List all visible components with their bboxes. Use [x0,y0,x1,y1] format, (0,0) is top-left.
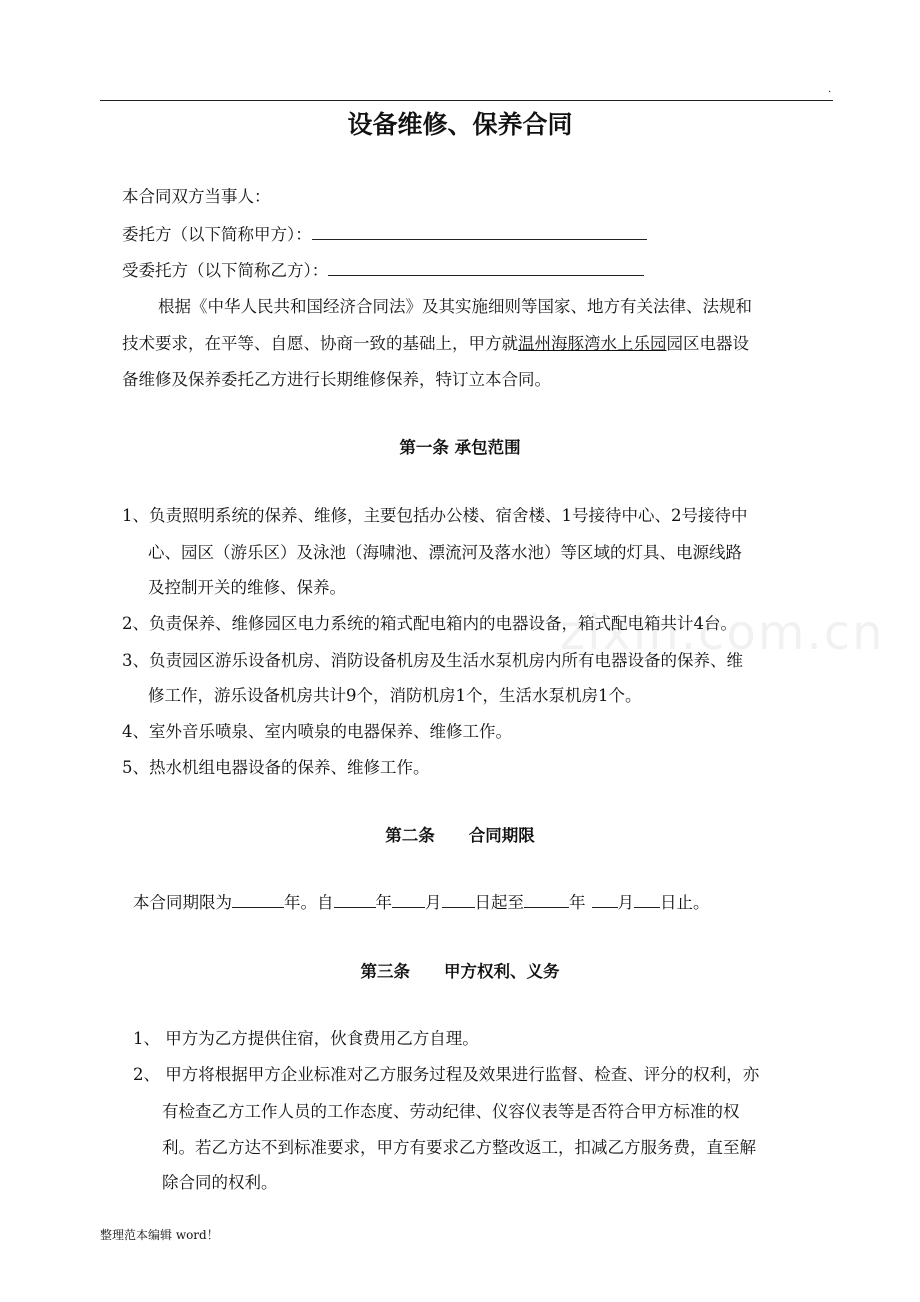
contract-term-line [133,889,710,913]
term-text-7: 月 [617,893,634,912]
document-title: 设备维修、保养合同 [347,110,573,139]
header-rule [100,100,833,101]
preamble-line-3: 备维修及保养委托乙方进行长期维修保养，特订立本合同。 [122,370,551,389]
article-1-num: 第一条 [399,438,449,457]
park-name: 温州海豚湾水上乐园 [518,334,667,353]
article-2-num: 第二条 [385,826,435,845]
article-1-item-1-line-2: 心、园区（游乐区）及泳池（海啸池、漂流河及落水池）等区域的灯具、电源线路 [148,543,742,562]
party-a-label: 委托方（以下简称甲方）： [122,225,312,244]
article-3-num: 第三条 [360,962,410,981]
article-3-item-2-line-2: 有检查乙方工作人员的工作态度、劳动纪律、仪容仪表等是否符合甲方标准的权 [162,1102,740,1121]
term-text-6: 年 [569,893,586,912]
article-3-item-2-line-1: 2、 甲方将根据甲方企业标准对乙方服务过程及效果进行监督、检查、评分的权利，亦 [133,1065,760,1084]
article-1-item-1-line-3: 及控制开关的维修、保养。 [148,578,346,597]
start-day-blank[interactable] [442,893,475,908]
preamble-line-2 [122,330,749,354]
preamble-line-1: 根据《中华人民共和国经济合同法》及其实施细则等国家、地方有关法律、法规和 [158,297,752,316]
article-3-item-2-line-3: 利。若乙方达不到标准要求，甲方有要求乙方整改返工，扣减乙方服务费，直至解 [162,1138,756,1157]
party-b-blank[interactable] [328,261,644,276]
article-3-heading [0,958,920,982]
article-1-item-4: 4、室外音乐喷泉、室内喷泉的电器保养、维修工作。 [122,722,512,741]
article-1-item-1-line-1: 1、负责照明系统的保养、维修，主要包括办公楼、宿舍楼、1号接待中心、2号接待中 [122,506,748,525]
article-3-item-2-line-4: 除合同的权利。 [162,1173,278,1192]
article-1-item-3-line-1: 3、负责园区游乐设备机房、消防设备机房及生活水泵机房内所有电器设备的保养、维 [122,651,743,670]
article-3-title: 甲方权利、义务 [444,962,560,981]
party-b-line [122,257,644,281]
footer-text: 整理范本编辑 word！ [100,1228,219,1242]
article-2-heading [0,822,920,846]
article-3-item-1: 1、 甲方为乙方提供住宿，伙食费用乙方自理。 [133,1029,479,1048]
term-text-5: 日起至 [474,893,524,912]
party-b-label: 受委托方（以下简称乙方）： [122,261,329,280]
term-text-2: 年。自 [284,893,334,912]
article-2-title: 合同期限 [468,826,535,845]
article-1-item-2: 2、负责保养、维修园区电力系统的箱式配电箱内的电器设备，箱式配电箱共计4台。 [122,614,737,633]
start-year-blank[interactable] [334,893,376,908]
article-1-heading [0,434,920,458]
article-1-title: 承包范围 [454,438,521,457]
end-month-blank[interactable] [592,893,618,908]
parties-intro: 本合同双方当事人： [122,187,271,206]
header-dot: . [828,84,832,95]
term-text-8: 日止。 [660,893,710,912]
article-1-item-3-line-2: 修工作，游乐设备机房共计9个，消防机房1个，生活水泵机房1个。 [148,686,642,705]
watermark: zixin.com.cn [560,605,885,661]
term-text-3: 年 [375,893,392,912]
term-text-4: 月 [425,893,442,912]
article-1-item-5: 5、热水机组电器设备的保养、维修工作。 [122,758,430,777]
term-text-1: 本合同期限为 [133,893,232,912]
start-month-blank[interactable] [392,893,425,908]
preamble-line-2-post: 园区电器设 [666,334,749,353]
party-a-line [122,221,647,245]
end-year-blank[interactable] [524,893,569,908]
end-day-blank[interactable] [634,893,660,908]
preamble-line-2-pre: 技术要求，在平等、自愿、协商一致的基础上，甲方就 [122,334,518,353]
term-years-blank[interactable] [232,893,284,908]
party-a-blank[interactable] [312,225,647,240]
